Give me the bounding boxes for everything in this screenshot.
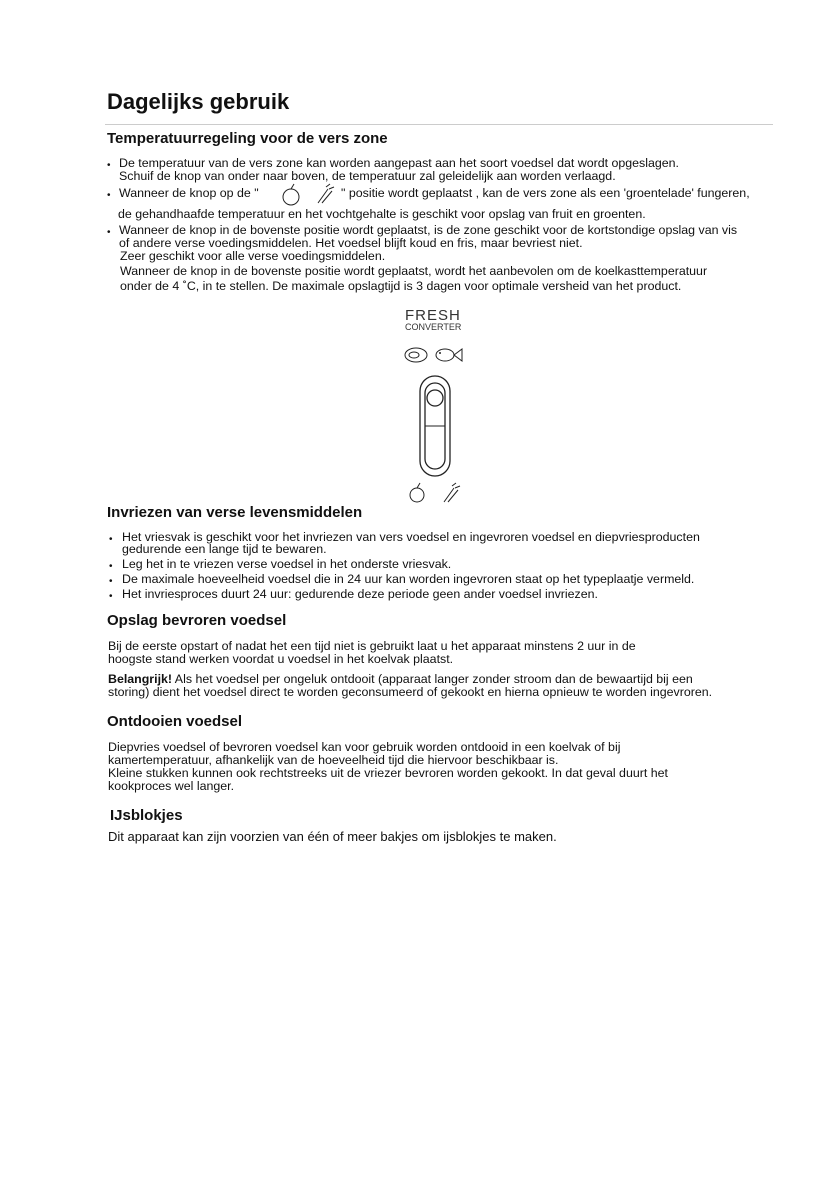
text-line: Dit apparaat kan zijn voorzien van één of meer bakjes om ijsblokjes te maken. [108, 829, 557, 844]
divider [105, 124, 773, 125]
meat-fish-icon [400, 344, 470, 366]
bullet: • [109, 561, 113, 572]
fresh-converter-subtitle: CONVERTER [405, 322, 462, 332]
page-title: Dagelijks gebruik [107, 89, 290, 114]
bullet: • [107, 190, 111, 201]
text-line: Kleine stukken kunnen ook rechtstreeks uit de vriezer bevroren worden gekookt. In dat geval duurt het [108, 766, 668, 780]
text-line: Wanneer de knop op de " [119, 186, 259, 200]
text-line: De maximale hoeveelheid voedsel die in 24 uur kan worden ingevroren staat op het typeplaatje vermeld. [122, 572, 695, 586]
text-line: Het invriesproces duurt 24 uur: gedurende deze periode geen ander voedsel invriezen. [122, 587, 598, 601]
bullet: • [107, 160, 111, 171]
bullet: • [109, 534, 113, 545]
text-line: gedurende een lange tijd te bewaren. [122, 542, 327, 556]
text-line: " positie wordt geplaatst , kan de vers zone als een 'groentelade' fungeren, [341, 186, 750, 200]
important-text: Als het voedsel per ongeluk ontdooit (apparaat langer zonder stroom dan de bewaartijd bij een [172, 672, 693, 686]
section-heading-freezing: Invriezen van verse levensmiddelen [107, 504, 363, 521]
slider-knob [427, 390, 443, 406]
text-line: of andere verse voedingsmiddelen. Het voedsel blijft koud en fris, maar bevriest niet. [119, 236, 583, 250]
section-heading-thawing: Ontdooien voedsel [107, 713, 243, 730]
text-line: Leg het in te vriezen verse voedsel in het onderste vriesvak. [122, 557, 452, 571]
text-line: onder de 4 ˚C, in te stellen. De maximale opslagtijd is 3 dagen voor optimale versheid van het product. [120, 279, 682, 293]
text-line: Bij de eerste opstart of nadat het een tijd niet is gebruikt laat u het apparaat minstens 2 uur in de [108, 639, 636, 653]
text-line: kookproces wel langer. [108, 779, 235, 793]
text-line: storing) dient het voedsel direct te worden geconsumeerd of gekookt en hierna opnieuw te worden ingevroren. [108, 685, 713, 699]
bullet: • [107, 227, 111, 238]
text-line: Wanneer de knop in de bovenste positie wordt geplaatst, wordt het aanbevolen om de koelkasttemperatuur [120, 264, 708, 278]
text-line: kamertemperatuur, afhankelijk van de hoeveelheid tijd die hiervoor beschikbaar is. [108, 753, 559, 767]
bullet: • [109, 591, 113, 602]
section-heading-frozen-storage: Opslag bevroren voedsel [107, 612, 287, 629]
text-line: De temperatuur van de vers zone kan worden aangepast aan het soort voedsel dat wordt opgeslagen. [119, 156, 680, 170]
important-label: Belangrijk! [108, 672, 173, 686]
section-heading-temperature: Temperatuurregeling voor de vers zone [107, 130, 388, 147]
text-line: hoogste stand werken voordat u voedsel in het koelvak plaatst. [108, 652, 454, 666]
text-line: Diepvries voedsel of bevroren voedsel kan voor gebruik worden ontdooid in een koelvak of bij [108, 740, 621, 754]
text-line: Wanneer de knop in de bovenste positie wordt geplaatst, is de zone geschikt voor de kortstondige opslag van vis [119, 223, 738, 237]
section-heading-ice-cubes: IJsblokjes [110, 807, 183, 824]
apple-carrot-icon [406, 482, 466, 504]
apple-carrot-icon [280, 183, 340, 207]
text-line: de gehandhaafde temperatuur en het vochtgehalte is geschikt voor opslag van fruit en groenten. [118, 207, 646, 221]
fresh-converter-slider[interactable] [418, 374, 452, 478]
fresh-converter-title: FRESH [405, 307, 461, 324]
bullet: • [109, 576, 113, 587]
text-line: Het vriesvak is geschikt voor het invriezen van vers voedsel en ingevroren voedsel en diepvriesproducten [122, 530, 700, 544]
text-line: Zeer geschikt voor alle verse voedingsmiddelen. [120, 249, 386, 263]
text-line: Schuif de knop van onder naar boven, de temperatuur zal geleidelijk aan worden verlaagd. [119, 169, 616, 183]
